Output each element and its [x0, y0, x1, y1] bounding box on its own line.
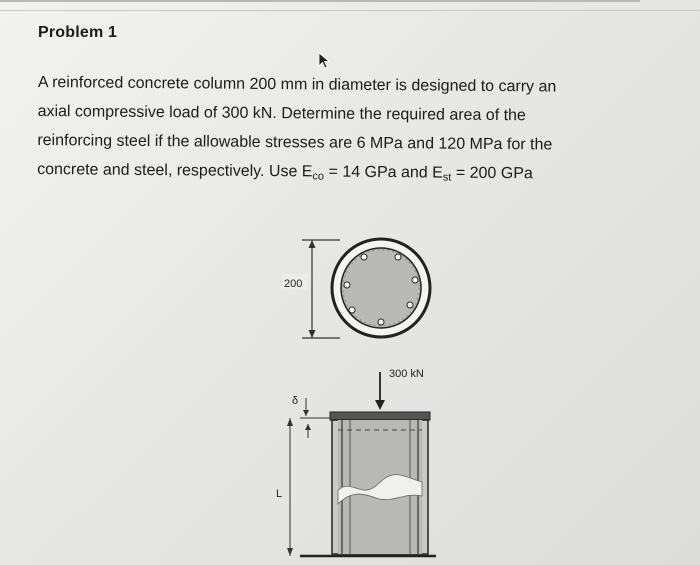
statement-line-2: axial compressive load of 300 kN. Determine the required area of the — [37, 102, 526, 125]
est-subscript: st — [442, 171, 452, 184]
statement-line-3: reinforcing steel if the allowable stresses are 6 MPa and 120 MPa for the — [37, 131, 553, 154]
length-label: L — [276, 488, 283, 500]
delta-dimension — [292, 395, 330, 438]
delta-label: δ — [292, 395, 299, 407]
load-arrow — [375, 368, 424, 410]
line4-mid: = 14 GPa and E — [324, 163, 443, 182]
line4-post: = 200 GPa — [451, 164, 533, 183]
column-elevation — [300, 412, 436, 556]
statement-line-1: A reinforced concrete column 200 mm in diameter is designed to carry an — [37, 73, 557, 96]
line4-pre: concrete and steel, respectively. Use E — [37, 160, 313, 181]
length-dimension — [276, 418, 293, 556]
problem-title: Problem 1 — [38, 24, 118, 41]
diameter-label: 200 — [284, 278, 303, 290]
eco-subscript: co — [312, 170, 325, 183]
column-cross-section — [332, 239, 430, 337]
load-label: 300 kN — [389, 368, 424, 380]
